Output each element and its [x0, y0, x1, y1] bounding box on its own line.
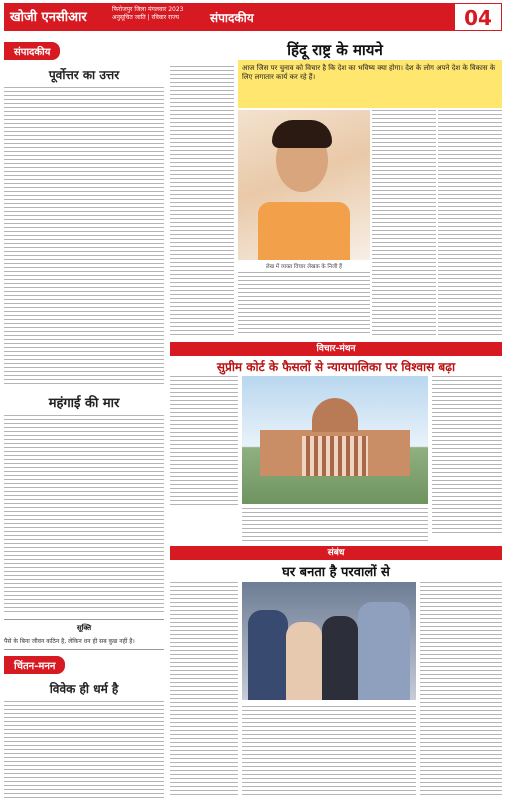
family-text-1: [170, 582, 238, 798]
vichar-section-tag: विचार-मंथन: [170, 342, 502, 356]
supreme-court-photo: [242, 376, 428, 504]
divider: [4, 619, 164, 620]
person-2: [286, 622, 322, 700]
editorial-text: [4, 87, 164, 387]
family-text-2: [242, 706, 416, 798]
person-1: [248, 610, 288, 700]
section-title: संपादकीय: [210, 11, 254, 25]
main-story-heading: हिंदू राष्ट्र के मायने: [287, 41, 383, 59]
quote-title: सूक्ति: [76, 624, 92, 632]
inflation-text: [4, 415, 164, 615]
page-header: [0, 0, 506, 34]
dome: [312, 398, 358, 432]
person-3: [322, 616, 358, 700]
main-story-column-2: [372, 110, 436, 336]
main-story-intro: आज जिस पर चुनाव को विचार है कि देश का भविष्य क्या होगा। देश के लोग अपने देश के विकास के लिए लगातार कार्य कर रहे हैं।: [238, 60, 502, 108]
supreme-court-heading: सुप्रीम कोर्ट के फैसलों से न्यायपालिका पर विश्वास बढ़ा: [216, 360, 456, 374]
quote-text: पैसे के बिना जीवन कठिन है, लेकिन धन ही सब कुछ नहीं है।: [4, 638, 135, 645]
main-story-column-3: [438, 110, 502, 336]
inflation-heading: महंगाई की मार: [48, 396, 120, 411]
vichar-heading: विवेक ही धर्म है: [49, 682, 119, 696]
story-photo: [238, 110, 370, 260]
editorial-tag: संपादकीय: [4, 42, 60, 60]
main-story-column-1: [170, 66, 234, 336]
photo-caption: लेख में व्यक्त विचार लेखक के निजी हैं: [265, 264, 343, 270]
divider: [4, 649, 164, 650]
sc-text-3: [242, 508, 428, 544]
sambandh-section-tag: संबंध: [170, 546, 502, 560]
vichar-text: [4, 701, 164, 800]
dateline-line-1: फिरोजपुर जिला मंगलवार 2023: [112, 6, 184, 13]
pillars: [302, 436, 368, 476]
vichar-tag: चिंतन-मनन: [4, 656, 65, 674]
sc-text-1: [170, 376, 238, 506]
dateline-line-2: अनुसूचित जाति | रविवार राज्य: [112, 14, 179, 21]
page-number: 04: [454, 3, 502, 31]
family-text-3: [420, 582, 502, 798]
left-column: [4, 40, 164, 798]
main-story-column-4: [238, 272, 370, 336]
family-photo: [242, 582, 416, 700]
photo-shirt: [258, 202, 350, 260]
editorial-heading: पूर्वोत्तर का उत्तर: [48, 68, 120, 82]
dateline: [112, 6, 184, 22]
photo-hair: [272, 120, 332, 148]
person-4: [358, 602, 410, 700]
masthead: खोजी एनसीआर: [10, 10, 87, 25]
family-heading: घर बनता है परवालों से: [282, 565, 390, 580]
sc-text-2: [432, 376, 502, 536]
